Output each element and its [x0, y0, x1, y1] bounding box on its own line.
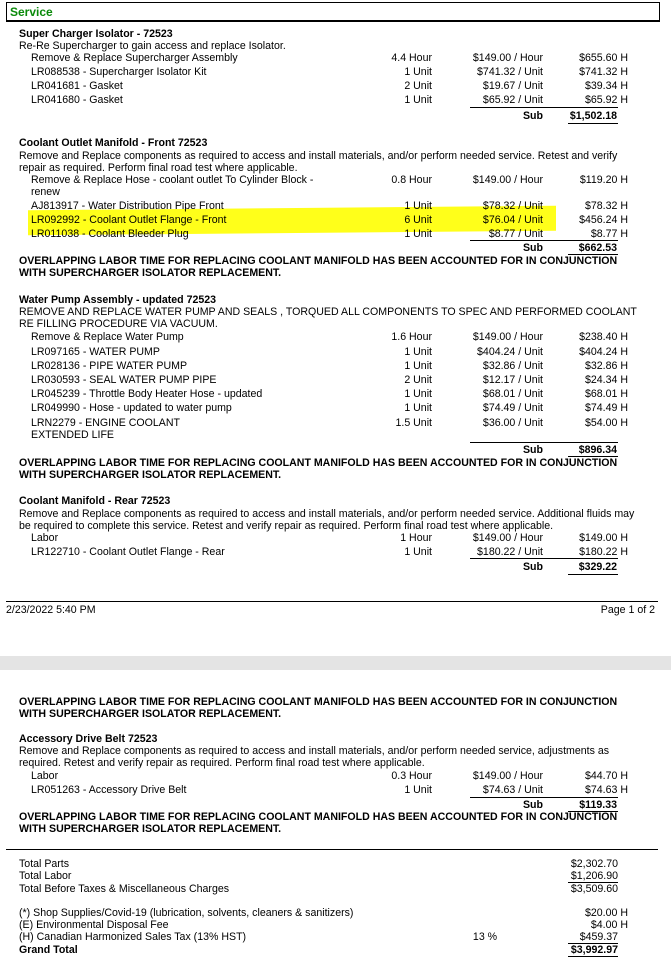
- line-desc: LR030593 - SEAL WATER PUMP PIPE: [31, 374, 217, 386]
- line-qty: 1.5 Unit: [395, 417, 432, 429]
- line-amount: $741.32 H: [579, 66, 628, 78]
- line-rate: $149.00 / Hour: [472, 52, 543, 64]
- line-rate: $149.00 / Hour: [472, 770, 543, 782]
- line-amount: $655.60 H: [579, 52, 628, 64]
- subtotal-rule: [470, 442, 618, 443]
- line-qty: 6 Unit: [404, 214, 432, 226]
- line-desc: Labor: [31, 770, 59, 782]
- overlap-note: OVERLAPPING LABOR TIME FOR REPLACING COOLANT MANIFOLD HAS BEEN ACCOUNTED FOR IN CONJUNCTION: [19, 811, 618, 823]
- line-desc: LR097165 - WATER PUMP: [31, 346, 160, 358]
- line-amount: $119.20 H: [579, 174, 628, 186]
- line-desc: Remove & Replace Water Pump: [31, 331, 184, 343]
- grand-total-value: $3,992.97: [570, 944, 618, 956]
- line-rate: $149.00 / Hour: [472, 174, 543, 186]
- section-description: Re-Re Supercharger to gain access and replace Isolator.: [19, 40, 286, 52]
- section-description: required. Retest and verify repair as required. Perform final road test where applicable.: [19, 757, 425, 769]
- total-label: Total Parts: [19, 858, 70, 870]
- line-rate: $149.00 / Hour: [472, 532, 543, 544]
- line-amount: $149.00 H: [579, 532, 628, 544]
- line-desc: LR041681 - Gasket: [31, 80, 123, 92]
- footer-rule: [6, 601, 658, 602]
- line-amount: $456.24 H: [579, 214, 628, 226]
- line-desc: LR028136 - PIPE WATER PUMP: [31, 360, 188, 372]
- total-value: $3,509.60: [570, 883, 618, 895]
- line-desc: LR122710 - Coolant Outlet Flange - Rear: [31, 546, 225, 558]
- line-qty: 1 Hour: [400, 532, 432, 544]
- subtotal-value: $119.33: [579, 799, 617, 811]
- line-amount: $65.92 H: [585, 94, 628, 106]
- overlap-note: OVERLAPPING LABOR TIME FOR REPLACING COOLANT MANIFOLD HAS BEEN ACCOUNTED FOR IN CONJUNCTION: [19, 457, 618, 469]
- charge-label: (H) Canadian Harmonized Sales Tax (13% HST): [19, 931, 247, 943]
- line-amount: $24.34 H: [585, 374, 628, 386]
- subtotal-label: Sub: [522, 561, 543, 573]
- section-title: Accessory Drive Belt 72523: [19, 733, 158, 745]
- line-qty: 1.6 Hour: [391, 331, 432, 343]
- overlap-note: WITH SUPERCHARGER ISOLATOR REPLACEMENT.: [19, 823, 282, 835]
- overlap-note: WITH SUPERCHARGER ISOLATOR REPLACEMENT.: [19, 469, 282, 481]
- subtotal-label: Sub: [522, 444, 543, 456]
- line-desc: LRN2279 - ENGINE COOLANT: [31, 417, 180, 429]
- line-amount: $39.34 H: [585, 80, 628, 92]
- line-amount: $32.86 H: [585, 360, 628, 372]
- overlap-note: OVERLAPPING LABOR TIME FOR REPLACING COOLANT MANIFOLD HAS BEEN ACCOUNTED FOR IN CONJUNCTION: [19, 255, 618, 267]
- subtotal-rule: [568, 123, 618, 124]
- charge-percent: 13 %: [472, 931, 498, 943]
- line-qty: 1 Unit: [404, 94, 432, 106]
- total-label: Total Before Taxes & Miscellaneous Charges: [19, 883, 230, 895]
- section-title: Super Charger Isolator - 72523: [19, 28, 173, 40]
- overlap-note: WITH SUPERCHARGER ISOLATOR REPLACEMENT.: [19, 708, 282, 720]
- subtotal-value: $329.22: [578, 561, 617, 573]
- section-description: be required to complete this service. Retest and verify repair as required. Perform final road test where applicable.: [19, 520, 554, 532]
- grand-total-label: Grand Total: [19, 944, 78, 956]
- line-rate: $32.86 / Unit: [482, 360, 543, 372]
- line-amount: $44.70 H: [585, 770, 628, 782]
- section-description: Remove and Replace components as required to access and install materials, and/or perform needed service, adjustments as: [19, 745, 610, 757]
- subtotal-value: $896.34: [578, 444, 617, 456]
- line-amount: $238.40 H: [579, 331, 628, 343]
- line-desc: Remove & Replace Hose - coolant outlet To Cylinder Block -: [31, 174, 314, 186]
- charge-value: $459.37: [579, 931, 618, 943]
- section-title: Coolant Manifold - Rear 72523: [19, 495, 171, 507]
- line-qty: 2 Unit: [404, 374, 432, 386]
- grand-total-rule: [568, 956, 618, 957]
- line-rate: $149.00 / Hour: [472, 331, 543, 343]
- line-qty: 1 Unit: [404, 360, 432, 372]
- line-desc: AJ813917 - Water Distribution Pipe Front: [31, 200, 224, 212]
- line-qty: 2 Unit: [404, 80, 432, 92]
- line-amount: $54.00 H: [585, 417, 628, 429]
- line-rate: $74.49 / Unit: [482, 402, 543, 414]
- charge-value: $20.00 H: [585, 907, 628, 919]
- section-title: Coolant Outlet Manifold - Front 72523: [19, 137, 208, 149]
- line-rate: $76.04 / Unit: [482, 214, 543, 226]
- line-desc: LR041680 - Gasket: [31, 94, 123, 106]
- line-qty: 1 Unit: [404, 546, 432, 558]
- line-qty: 1 Unit: [404, 200, 432, 212]
- line-desc: Remove & Replace Supercharger Assembly: [31, 52, 238, 64]
- line-qty: 1 Unit: [404, 388, 432, 400]
- line-amount: $78.32 H: [585, 200, 628, 212]
- total-value: $1,206.90: [570, 870, 618, 882]
- line-rate: $19.67 / Unit: [482, 80, 543, 92]
- charge-value: $4.00 H: [590, 919, 628, 931]
- line-qty: 1 Unit: [404, 228, 432, 240]
- line-amount: $74.49 H: [585, 402, 628, 414]
- line-rate: $36.00 / Unit: [482, 417, 543, 429]
- page-number: Page 1 of 2: [600, 604, 655, 616]
- line-qty: 1 Unit: [404, 66, 432, 78]
- line-qty: 1 Unit: [404, 402, 432, 414]
- line-amount: $68.01 H: [585, 388, 628, 400]
- line-rate: $741.32 / Unit: [477, 66, 543, 78]
- line-rate: $8.77 / Unit: [488, 228, 543, 240]
- line-desc: LR011038 - Coolant Bleeder Plug: [31, 228, 189, 240]
- overlap-note: WITH SUPERCHARGER ISOLATOR REPLACEMENT.: [19, 267, 282, 279]
- line-amount: $74.63 H: [585, 784, 628, 796]
- line-rate: $78.32 / Unit: [482, 200, 543, 212]
- totals-rule: [6, 849, 658, 850]
- line-amount: $404.24 H: [579, 346, 628, 358]
- subtotal-rule: [470, 558, 618, 559]
- print-date: 2/23/2022 5:40 PM: [6, 604, 96, 616]
- line-desc: LR051263 - Accessory Drive Belt: [31, 784, 187, 796]
- section-description: REMOVE AND REPLACE WATER PUMP AND SEALS , TORQUED ALL COMPONENTS TO SPEC AND PERFORMED COOLANT: [19, 306, 637, 318]
- line-rate: $68.01 / Unit: [482, 388, 543, 400]
- overlap-note: OVERLAPPING LABOR TIME FOR REPLACING COOLANT MANIFOLD HAS BEEN ACCOUNTED FOR IN CONJUNCTION: [19, 696, 618, 708]
- subtotal-label: Sub: [522, 799, 543, 811]
- line-qty: 0.3 Hour: [391, 770, 432, 782]
- subtotal-rule: [470, 240, 618, 241]
- line-desc: LR045239 - Throttle Body Heater Hose - updated: [31, 388, 263, 400]
- page-separator: [0, 656, 671, 670]
- section-description: repair as required. Perform final road test where applicable.: [19, 162, 298, 174]
- line-desc: LR049990 - Hose - updated to water pump: [31, 402, 232, 414]
- line-rate: $180.22 / Unit: [477, 546, 543, 558]
- subtotal-value: $1,502.18: [569, 110, 617, 122]
- line-amount: $180.22 H: [579, 546, 628, 558]
- subtotal-rule: [568, 574, 618, 575]
- line-desc-continued: renew: [31, 186, 60, 198]
- service-header: [6, 2, 660, 22]
- line-qty: 4.4 Hour: [391, 52, 432, 64]
- line-desc: LR092992 - Coolant Outlet Flange - Front: [31, 214, 227, 226]
- subtotal-label: Sub: [522, 110, 543, 122]
- line-amount: $8.77 H: [590, 228, 628, 240]
- charge-label: (*) Shop Supplies/Covid-19 (lubrication, solvents, cleaners & sanitizers): [19, 907, 354, 919]
- line-desc: Labor: [31, 532, 59, 544]
- service-title: Service: [10, 5, 53, 19]
- charge-label: (E) Environmental Disposal Fee: [19, 919, 169, 931]
- section-title: Water Pump Assembly - updated 72523: [19, 294, 217, 306]
- subtotal-value: $662.53: [578, 242, 617, 254]
- section-description: Remove and Replace components as required to access and install materials, and/or perform needed service. Retest and verify: [19, 150, 618, 162]
- subtotal-label: Sub: [522, 242, 543, 254]
- line-rate: $12.17 / Unit: [482, 374, 543, 386]
- subtotal-rule: [470, 107, 618, 108]
- subtotal-rule: [470, 797, 618, 798]
- line-rate: $65.92 / Unit: [482, 94, 543, 106]
- line-rate: $74.63 / Unit: [482, 784, 543, 796]
- line-rate: $404.24 / Unit: [477, 346, 543, 358]
- total-value: $2,302.70: [570, 858, 618, 870]
- line-qty: 0.8 Hour: [391, 174, 432, 186]
- line-qty: 1 Unit: [404, 784, 432, 796]
- line-desc-continued: EXTENDED LIFE: [31, 429, 115, 441]
- total-label: Total Labor: [19, 870, 72, 882]
- line-desc: LR088538 - Supercharger Isolator Kit: [31, 66, 207, 78]
- section-description: RE FILLING PROCEDURE VIA VACUUM.: [19, 318, 218, 330]
- section-description: Remove and Replace components as required to access and install materials, and/or perform needed service. Additional fluids may: [19, 508, 635, 520]
- line-qty: 1 Unit: [404, 346, 432, 358]
